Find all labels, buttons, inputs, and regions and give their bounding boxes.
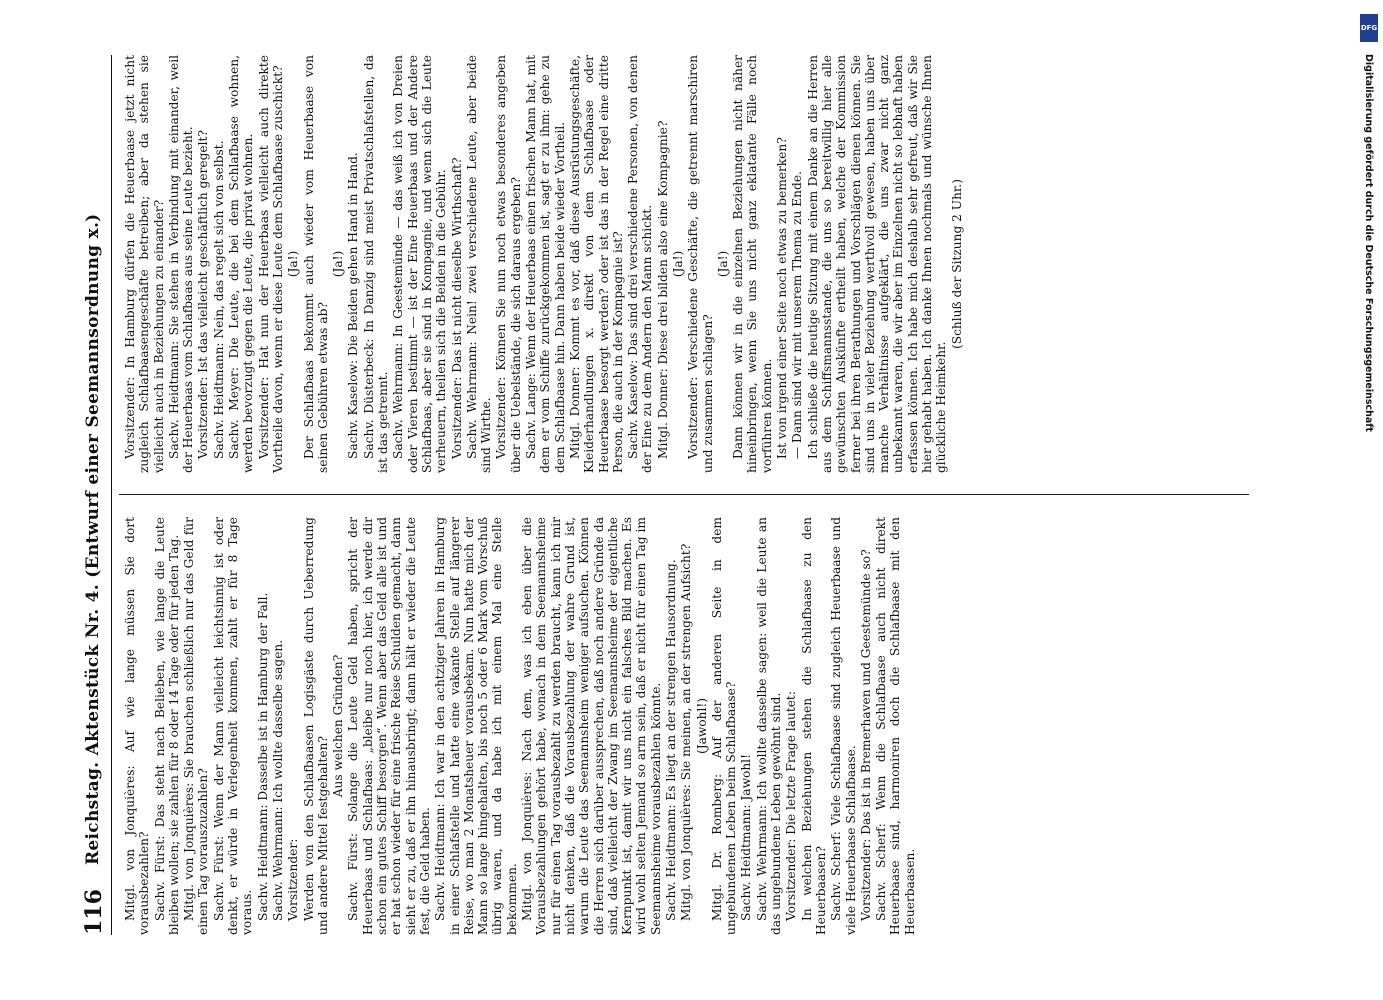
- paragraph: Vorsitzender: Ist das vielleicht geschäftlich geregelt?: [196, 130, 211, 459]
- paragraph: In welchen Beziehungen stehen die Schlafbaase zu den Heuerbaasen?: [799, 517, 828, 935]
- paragraph: Sachv. Fürst: Wenn der Mann vielleicht leichtsinnig ist oder denkt, er würde in Verlegenheit kommen, zahlt er für 8 Tage voraus.: [211, 517, 255, 935]
- paragraph: Mitgl. Donner: Kommt es vor, daß diese Ausrüstungsgeschäfte, Kleiderhandlungen x. direkt von dem Schlafbaase oder Heuerbaase besorgt werden? oder ist das in der Regel eine dritte Person, die auch in der Kompagnie ist?: [567, 55, 625, 473]
- paragraph: (Ja!): [286, 250, 301, 278]
- paragraph: Mitgl. von Jonquières: Auf wie lange müssen Sie dort vorausbezahlen?: [123, 517, 152, 935]
- paragraph: Ist von irgend einer Seite noch etwas zu bemerken?: [775, 137, 790, 459]
- paragraph: Ich schließe die heutige Sitzung mit einem Danke an die Herren aus dem Schiffsmannsstande, die uns so bereitwillig hier alle gewünschten Auskünfte ertheilt haben, welche der Kommission ferner bei ihren Berathungen und Vorschlägen dienen können. Sie sind uns in vieler Beziehung werthvoll gewesen, haben uns über manche Verhältnisse aufgeklärt, die uns zwar nicht ganz unbekannt waren, die wir aber im Einzelnen nicht so lebhaft haben erfassen können. Ich habe mich deshalb sehr gefreut, daß wir Sie hier gehabt haben. Ich danke Ihnen nochmals und wünsche Ihnen glückliche Heimkehr.: [805, 55, 949, 473]
- paragraph: (Ja!): [331, 250, 346, 278]
- paragraph: Sachv. Heidtmann: Dasselbe ist in Hamburg der Fall.: [255, 592, 270, 921]
- left-column: [123, 517, 918, 935]
- paragraph: Sachv. Heidtmann: Nein, das regelt sich von selbst.: [211, 140, 226, 459]
- paragraph: Vorsitzender: Das ist in Bremerhaven und Geestemünde so?: [858, 549, 873, 921]
- paragraph: Vorsitzender: Hat nun der Heuerbaas vielleicht auch direkte Vortheile davon, wenn er diese Leute dem Schlafbaase zuschickt?: [256, 55, 285, 473]
- paragraph: Mitgl. Donner: Diese drei bilden also eine Kompagnie?: [655, 120, 670, 459]
- paragraph: Sachv. Kaselow: Die Beiden gehen Hand in Hand.: [346, 152, 361, 459]
- paragraph: (Ja!): [715, 250, 730, 278]
- paragraph: Vorsitzender: In Hamburg dürfen die Heuerbaase jetzt nicht zugleich Schlafbaasengeschäfte betreiben; aber da stehen sie vielleicht auch in Beziehungen zu einander?: [123, 55, 166, 473]
- digitization-sidebar: [1358, 10, 1380, 990]
- running-head: Reichstag. Aktenstück Nr. 4. (Entwurf einer Seemannsordnung x.): [83, 213, 103, 865]
- paragraph: Vorsitzender: Die letzte Frage lautet:: [784, 691, 799, 921]
- paragraph: Sachv. Fürst: Solange die Leute Geld haben, spricht der Heuerbaas und Schlafbaas: „bleibe nur noch hier, ich werde dir schon ein gutes Schiff besorgen“. Wenn aber das Geld alle ist und er hat schon wieder für eine frische Reise Schulden gemacht, dann sieht er zu, daß er ihn hinausbringt; dann hält er wieder die Leute fest, die Geld haben.: [346, 517, 432, 935]
- paragraph: (Schluß der Sitzung 2 Uhr.): [949, 178, 964, 350]
- paragraph: Vorsitzender:: [286, 838, 301, 921]
- paragraph: Mitgl. von Jonquières: Nach dem, was ich eben über die Vorausbezahlungen gehört habe, wonach in dem Seemannsheime nur für einen Tag vorausbezahlt zu werden braucht, kann ich mir nicht denken, daß die Vorausbezahlung der wahre Grund ist, warum die Leute das Seemannsheim weniger aufsuchen. Können die Herren sich darüber aussprechen, daß noch andere Gründe da sind, daß vielleicht der Zwang im Seemannsheime der eigentliche Kernpunkt ist, damit wir uns nicht ein falsches Bild machen. Es wird wohl selten Jemand so arm sein, daß er nicht für einen Tag im Seemannsheime vorausbezahlen könnte.: [520, 517, 663, 935]
- paragraph: Sachv. Meyer: Die Leute, die bei dem Schlafbaase wohnen, werden bevorzugt gegen die Leute, die privat wohnen.: [227, 55, 256, 473]
- paragraph: Sachv. Lange: Wenn der Heuerbaas einen frischen Mann hat, mit dem er vom Schiffe zurückgekommen ist, sagt er zu ihm: gehe zu dem Schlafbaase hin. Dann haben beide wieder Vortheil.: [524, 55, 567, 473]
- paragraph: Sachv. Wehrmann: Nein! zwei verschiedene Leute, aber beide sind Wirthe.: [464, 55, 494, 473]
- paragraph: Mitgl. von Jonquières: Sie brauchen schließlich nur das Geld für einen Tag vorauszuzahlen?: [182, 517, 211, 935]
- dfg-logo: DFG: [1360, 14, 1378, 42]
- column-divider: [119, 494, 1249, 495]
- paragraph: Sachv. Heidtmann: Ich war in den achtziger Jahren in Hamburg in einer Schlafstelle und hatte eine vakante Stelle auf längerer Reise, wo man 2 Monatsheuer vorausbekam. Nun hatte mich der Mann so lange hingehalten, bis noch 5 oder 6 Mark vom Vorschuß übrig waren, und da habe ich mit einem Mal eine Stelle bekommen.: [433, 517, 519, 935]
- paragraph: Sachv. Wehrmann: Ich wollte dasselbe sagen.: [270, 639, 285, 921]
- right-column: [123, 55, 965, 473]
- paragraph: Sachv. Wehrmann: Ich wollte dasselbe sagen: weil die Leute an das ungebundene Leben gewöhnt sind.: [754, 517, 784, 935]
- page-number: 116: [81, 889, 107, 935]
- paragraph: Werden von den Schlafbaasen Logisgäste durch Ueberredung und andere Mittel festgehalten?: [301, 517, 330, 935]
- paragraph: Sachv. Heidtmann: Sie stehen in Verbindung mit einander, weil der Heuerbaas vom Schlafbaas aus seine Leute bezieht.: [166, 55, 196, 473]
- page-header: [75, 55, 115, 935]
- paragraph: Dann können wir in die einzelnen Beziehungen nicht näher hineinbringen, wenn Sie uns nicht ganz eklatante Fälle noch vorführen können.: [731, 55, 774, 473]
- paragraph: Sachv. Scherf: Wenn die Schlafbaase auch nicht direkt Heuerbaase sind, harmoniren doch die Schlafbaase mit den Heuerbaasen.: [874, 517, 917, 935]
- paragraph: Vorsitzender: Können Sie nun noch etwas besonderes angeben über die Uebelstände, die sich daraus ergeben?: [494, 55, 523, 473]
- paragraph: (Ja!): [670, 250, 685, 278]
- paragraph: Vorsitzender: Das ist nicht dieselbe Wirthschaft?: [449, 157, 464, 459]
- paragraph: Vorsitzender: Verschiedene Geschäfte, die getrennt marschiren und zusammen schlagen?: [686, 55, 715, 473]
- rotated-page: [75, 55, 1275, 935]
- paragraph: Aus welchen Gründen?: [331, 654, 346, 798]
- paragraph: Sachv. Kaselow: Das sind drei verschiedene Personen, von denen der Eine zu dem Andern den Mann schickt.: [626, 55, 655, 473]
- paragraph: Sachv. Fürst: Das steht nach Belieben, wie lange die Leute bleiben wollen; sie zahlen für 8 oder 14 Tage oder für jeden Tag.: [152, 517, 181, 935]
- paragraph: Der Schlafbaas bekommt auch wieder vom Heuerbaase von seinen Gebühren etwas ab?: [301, 55, 330, 473]
- header-rule: [111, 55, 112, 935]
- paragraph: Mitgl. von Jonquières: Sie meinen, an der strengen Aufsicht?: [679, 543, 694, 921]
- digitization-credit: Digitalisierung gefördert durch die Deutsche Forschungsgemeinschaft: [1363, 54, 1374, 432]
- paragraph: — Dann sind wir mit unserem Thema zu Ende.: [790, 171, 805, 459]
- paragraph: (Jawohl!): [694, 697, 709, 755]
- paragraph: Sachv. Düsterbeck: In Danzig sind meist Privatschlafstellen, da ist das getrennt.: [361, 55, 391, 473]
- paragraph: Sachv. Scherf: Viele Schlafbaase sind zugleich Heuerbaase und viele Heuerbaase Schlafbaase.: [829, 517, 858, 935]
- paragraph: Sachv. Wehrmann: In Geestemünde — das weiß ich von Dreien oder Vieren bestimmt — ist der Eine Heuerbaas und der Andere Schlafbaas, aber sie sind in Kompagnie, und wenn sich die Leute verheuern, theilen sich die Beiden in die Gebühr.: [391, 55, 449, 473]
- paragraph: Sachv. Heidtmann: Es liegt an der strengen Hausordnung.: [663, 559, 678, 921]
- paragraph: Mitgl. Dr. Romberg: Auf der anderen Seite in dem ungebundenen Leben beim Schlafbaase?: [709, 517, 739, 935]
- paragraph: Sachv. Heidtmann: Jawohl!: [739, 754, 754, 921]
